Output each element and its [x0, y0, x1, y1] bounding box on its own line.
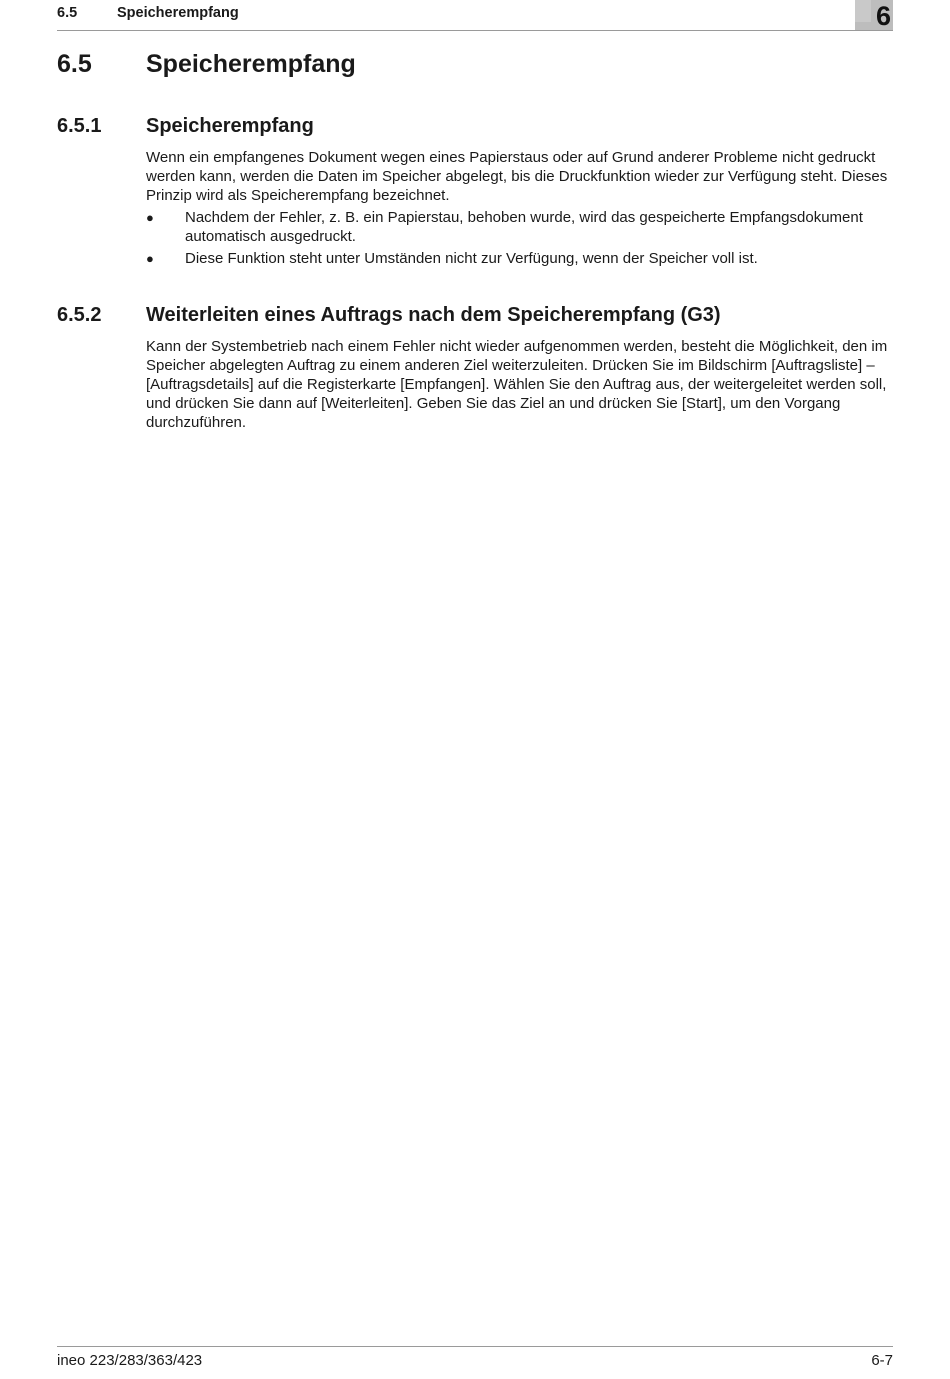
subsection-number: 6.5.2 [57, 304, 102, 326]
subsection-title: Weiterleiten eines Auftrags nach dem Speicherempfang (G3) [146, 304, 721, 326]
chapter-tab [855, 0, 893, 30]
bullet-list [146, 208, 896, 268]
paragraph: Kann der Systembetrieb nach einem Fehler nicht wieder aufgenommen werden, besteht die Möglichkeit, den im Speicher abgelegten Auftrag zu einem anderen Ziel weiterzuleiten. Drücken Sie im Bildschirm [Auftragsliste] – [Auftragsdetails] auf die Registerkarte [Empfangen]. Wählen Sie den Auftrag aus, der weitergeleitet werden soll, und drücken Sie dann auf [Weiterleiten]. Geben Sie das Ziel an und drücken Sie [Start], um den Vorgang durchzuführen. [146, 338, 888, 431]
running-header-section-number: 6.5 [57, 5, 78, 21]
subsection-6-5-1-body [146, 148, 896, 271]
bullet-icon: ● [146, 210, 154, 225]
page-footer [57, 1346, 893, 1369]
running-header [57, 1, 893, 31]
subsection-heading-6-5-2 [57, 304, 721, 327]
subsection-title: Speicherempfang [146, 115, 314, 137]
section-title: Speicherempfang [146, 50, 356, 78]
subsection-heading-6-5-1 [57, 115, 314, 138]
list-item [146, 249, 896, 268]
paragraph: Wenn ein empfangenes Dokument wegen eines Papierstaus oder auf Grund anderer Probleme nicht gedruckt werden kann, werden die Daten im Speicher abgelegt, bis die Druckfunktion wieder zur Verfügung steht. Dieses Prinzip wird als Speicherempfang bezeichnet. [146, 149, 888, 204]
footer-model: ineo 223/283/363/423 [57, 1352, 203, 1369]
section-number: 6.5 [57, 50, 92, 78]
footer-page-number: 6-7 [871, 1352, 893, 1369]
list-item [146, 208, 896, 246]
subsection-6-5-2-body [146, 337, 896, 432]
chapter-number: 6 [875, 1, 891, 31]
subsection-number: 6.5.1 [57, 115, 102, 137]
list-item-text: Nachdem der Fehler, z. B. ein Papierstau, behoben wurde, wird das gespeicherte Empfangsdokument automatisch ausgedruckt. [185, 209, 863, 245]
section-heading-6-5 [57, 50, 356, 79]
list-item-text: Diese Funktion steht unter Umständen nicht zur Verfügung, wenn der Speicher voll ist. [185, 250, 758, 267]
bullet-icon: ● [146, 251, 154, 266]
running-header-section-title: Speicherempfang [117, 5, 239, 21]
